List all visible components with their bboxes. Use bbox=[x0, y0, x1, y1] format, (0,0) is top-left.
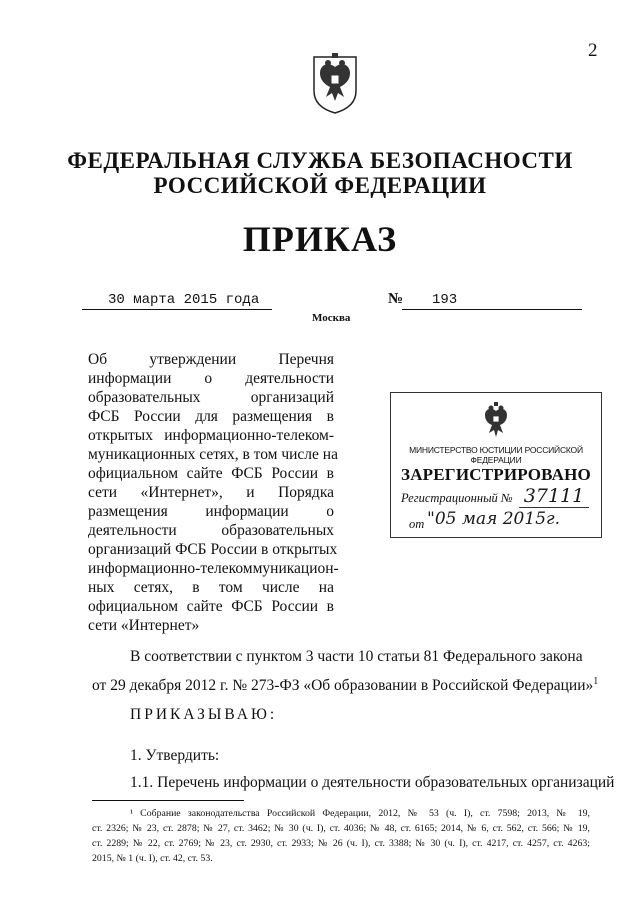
stamp-reg-number: 37111 bbox=[519, 485, 589, 508]
stamp-ministry-name: МИНИСТЕРСТВО ЮСТИЦИИ РОССИЙСКОЙ ФЕДЕРАЦИИ bbox=[409, 445, 583, 465]
order-city: Москва bbox=[312, 312, 351, 324]
organization-name-line2: РОССИЙСКОЙ ФЕДЕРАЦИИ bbox=[153, 173, 487, 198]
subject-line: муникационных сетях, в том числе на bbox=[88, 446, 338, 463]
subject-line: информационно-телекоммуникацион- bbox=[88, 560, 339, 577]
footnote-marker: 1 bbox=[593, 676, 599, 687]
subject-line: Об утверждении Перечня bbox=[88, 351, 334, 368]
preamble-line2-text: от 29 декабря 2012 г. № 273-ФЗ «Об образовании в Российской Федерации» bbox=[92, 677, 594, 695]
footnote-line: 2015, № 1 (ч. I), ст. 42, ст. 53. bbox=[92, 853, 213, 864]
subject-line: информации о деятельности bbox=[88, 370, 334, 387]
order-verb: ПРИКАЗЫВАЮ: bbox=[130, 706, 278, 723]
stamp-from-label: от bbox=[409, 517, 425, 531]
stamp-reg-date bbox=[427, 509, 587, 529]
coat-of-arms-emblem bbox=[310, 47, 360, 115]
footnote-line: ¹ Собрание законодательства Российской Федерации, 2012, № 53 (ч. I), ст. 7598; 2013, № 19, bbox=[130, 808, 590, 819]
document-type-title: ПРИКАЗ bbox=[242, 219, 398, 259]
order-item-1: 1. Утвердить: bbox=[130, 747, 220, 764]
subject-line: сети «Интернет» bbox=[88, 617, 200, 634]
order-number-label: № bbox=[388, 291, 404, 307]
footnote-line: ст. 2326; № 23, ст. 2878; № 27, ст. 3462; № 30 (ч. I), ст. 4036; № 48, ст. 6165; 2014, № 6, ст. 562, ст. 566; № 19, bbox=[92, 823, 590, 834]
preamble-line2 bbox=[92, 672, 598, 696]
subject-line: организаций ФСБ России в открытых bbox=[88, 541, 338, 558]
subject-line: деятельности образовательных bbox=[88, 522, 334, 539]
order-item-1-1: 1.1. Перечень информации о деятельности образовательных организаций bbox=[130, 774, 615, 791]
stamp-status: ЗАРЕГИСТРИРОВАНО bbox=[401, 465, 591, 484]
registration-stamp bbox=[390, 392, 602, 538]
footnote bbox=[92, 806, 590, 866]
page-number: 2 bbox=[588, 40, 598, 61]
subject-line: ных сетях, в том числе на bbox=[88, 579, 334, 596]
subject-line: ФСБ России для размещения в bbox=[88, 408, 334, 425]
subject-line: образовательных организаций bbox=[88, 389, 334, 406]
subject-line: официальном сайте ФСБ России в bbox=[88, 465, 334, 482]
subject-line: официальном сайте ФСБ России в bbox=[88, 598, 334, 615]
order-date: 30 марта 2015 года bbox=[82, 292, 272, 310]
subject-line: открытых информационно-телеком- bbox=[88, 427, 334, 444]
organization-name-line1: ФЕДЕРАЛЬНАЯ СЛУЖБА БЕЗОПАСНОСТИ bbox=[67, 148, 573, 173]
stamp-reg-date-text: "05 мая 2015г. bbox=[427, 509, 561, 529]
stamp-reg-label: Регистрационный № bbox=[401, 491, 513, 505]
footnote-divider bbox=[92, 800, 244, 801]
preamble-line1: В соответствии с пунктом 3 части 10 статьи 81 Федерального закона bbox=[130, 648, 583, 665]
subject-line: размещения информации о bbox=[88, 503, 334, 520]
footnote-line: ст. 2289; № 22, ст. 2769; № 23, ст. 2930, ст. 2933; № 26 (ч. I), ст. 3388; № 30 (ч. I), ст. 4217, ст. 4257, ст. 4263; bbox=[92, 838, 590, 849]
order-subject bbox=[88, 350, 339, 635]
order-number: 193 bbox=[402, 292, 582, 310]
subject-line: сети «Интернет», и Порядка bbox=[88, 484, 334, 501]
stamp-emblem-icon bbox=[479, 401, 513, 441]
